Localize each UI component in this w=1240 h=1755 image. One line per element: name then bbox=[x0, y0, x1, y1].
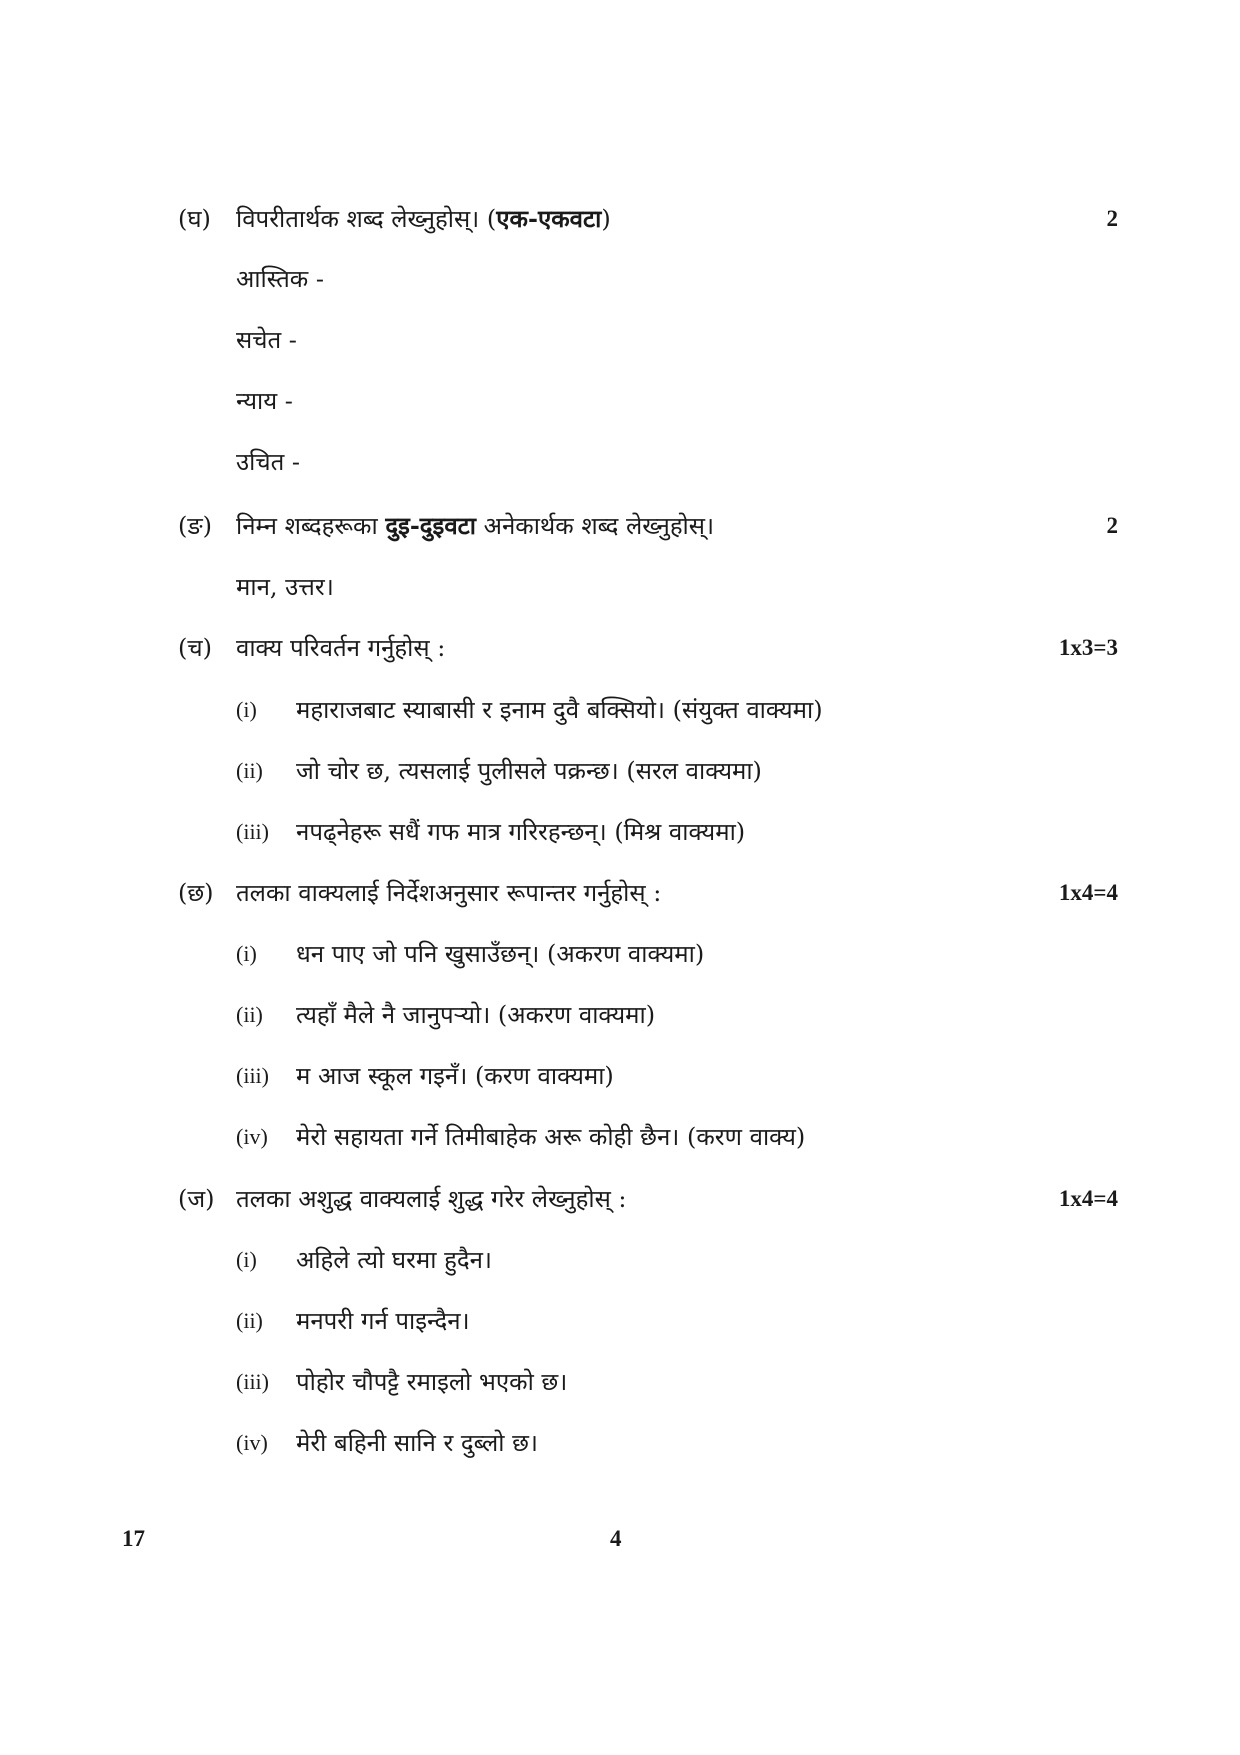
question-gha bbox=[0, 199, 1240, 239]
answer-word-row bbox=[0, 381, 1240, 421]
question-label: (घ) bbox=[178, 205, 211, 233]
question-label: (च) bbox=[178, 634, 212, 662]
question-text: निम्न शब्दहरूका दुइ-दुइवटा अनेकार्थक शब्द लेख्नुहोस्। bbox=[236, 511, 715, 540]
question-text: तलका अशुद्ध वाक्यलाई शुद्ध गरेर लेख्नुहोस् : bbox=[236, 1185, 627, 1213]
sub-item bbox=[0, 1056, 1240, 1096]
answer-word-row bbox=[0, 567, 1240, 607]
question-text: तलका वाक्यलाई निर्देशअनुसार रूपान्तर गर्नुहोस् : bbox=[236, 879, 662, 907]
sub-item-number: (iv) bbox=[236, 1430, 268, 1455]
sub-item-text: धन पाए जो पनि खुसाउँछन्। (अकरण वाक्यमा) bbox=[296, 940, 705, 968]
sub-item-number: (ii) bbox=[236, 1308, 263, 1333]
sub-item-number: (i) bbox=[236, 941, 257, 966]
sub-item-number: (i) bbox=[236, 697, 257, 722]
sub-item bbox=[0, 1117, 1240, 1157]
sub-item bbox=[0, 751, 1240, 791]
sub-item bbox=[0, 1362, 1240, 1402]
answer-word: उचित - bbox=[236, 448, 301, 476]
question-marks: 2 bbox=[1106, 206, 1118, 231]
answer-word-row bbox=[0, 442, 1240, 482]
sub-item bbox=[0, 812, 1240, 852]
sub-item bbox=[0, 1301, 1240, 1341]
sub-item-text: त्यहाँ मैले नै जानुपऱ्यो। (अकरण वाक्यमा) bbox=[296, 1001, 656, 1029]
question-cha bbox=[0, 628, 1240, 668]
sub-item bbox=[0, 690, 1240, 730]
sub-item bbox=[0, 995, 1240, 1035]
question-marks: 1x4=4 bbox=[1058, 1186, 1118, 1211]
answer-word: आस्तिक - bbox=[236, 265, 324, 293]
sub-item-text: अहिले त्यो घरमा हुदैन। bbox=[296, 1246, 493, 1274]
sub-item-text: नपढ्नेहरू सधैं गफ मात्र गरिरहन्छन्। (मिश्र वाक्यमा) bbox=[296, 818, 746, 846]
sub-item-text: म आज स्कूल गइनँ। (करण वाक्यमा) bbox=[296, 1062, 614, 1090]
question-ja bbox=[0, 1179, 1240, 1219]
question-marks: 1x4=4 bbox=[1058, 880, 1118, 905]
sub-item-text: मनपरी गर्न पाइन्दैन। bbox=[296, 1307, 470, 1335]
sub-item-number: (i) bbox=[236, 1247, 257, 1272]
sub-item-text: मेरी बहिनी सानि र दुब्लो छ। bbox=[296, 1429, 538, 1457]
sub-item-text: पोहोर चौपट्टै रमाइलो भएको छ। bbox=[296, 1368, 568, 1396]
question-marks: 2 bbox=[1106, 513, 1118, 538]
emphasis-text: एक-एकवटा bbox=[496, 204, 602, 233]
question-chha bbox=[0, 873, 1240, 913]
sub-item-text: महाराजबाट स्याबासी र इनाम दुवै बक्सियो। (संयुक्त वाक्यमा) bbox=[296, 696, 823, 724]
question-label: (ज) bbox=[178, 1185, 215, 1213]
sub-item-number: (ii) bbox=[236, 758, 263, 783]
sub-item-number: (iii) bbox=[236, 1369, 269, 1394]
sub-item-number: (iv) bbox=[236, 1124, 268, 1149]
sub-item-number: (iii) bbox=[236, 819, 269, 844]
question-label: (ङ) bbox=[178, 512, 213, 540]
sub-item bbox=[0, 1423, 1240, 1463]
answer-word-row bbox=[0, 320, 1240, 360]
sub-item-number: (iii) bbox=[236, 1063, 269, 1088]
answer-word: न्याय - bbox=[236, 387, 293, 415]
sub-item bbox=[0, 1240, 1240, 1280]
paper-code: 17 bbox=[122, 1526, 145, 1551]
question-text: विपरीतार्थक शब्द लेख्नुहोस्। (एक-एकवटा) bbox=[236, 204, 611, 233]
question-marks: 1x3=3 bbox=[1058, 635, 1118, 660]
answer-word: सचेत - bbox=[236, 326, 297, 354]
answer-word-row bbox=[0, 259, 1240, 299]
question-nga bbox=[0, 506, 1240, 546]
sub-item-text: मेरो सहायता गर्ने तिमीबाहेक अरू कोही छैन। (करण वाक्य) bbox=[296, 1123, 806, 1151]
answer-word: मान, उत्तर। bbox=[236, 573, 334, 601]
question-text: वाक्य परिवर्तन गर्नुहोस् : bbox=[236, 634, 446, 662]
sub-item-text: जो चोर छ, त्यसलाई पुलीसले पक्रन्छ। (सरल वाक्यमा) bbox=[296, 757, 762, 785]
page-number: 4 bbox=[610, 1526, 622, 1551]
sub-item bbox=[0, 934, 1240, 974]
question-label: (छ) bbox=[178, 879, 214, 907]
emphasis-text: दुइ-दुइवटा bbox=[385, 511, 476, 540]
sub-item-number: (ii) bbox=[236, 1002, 263, 1027]
